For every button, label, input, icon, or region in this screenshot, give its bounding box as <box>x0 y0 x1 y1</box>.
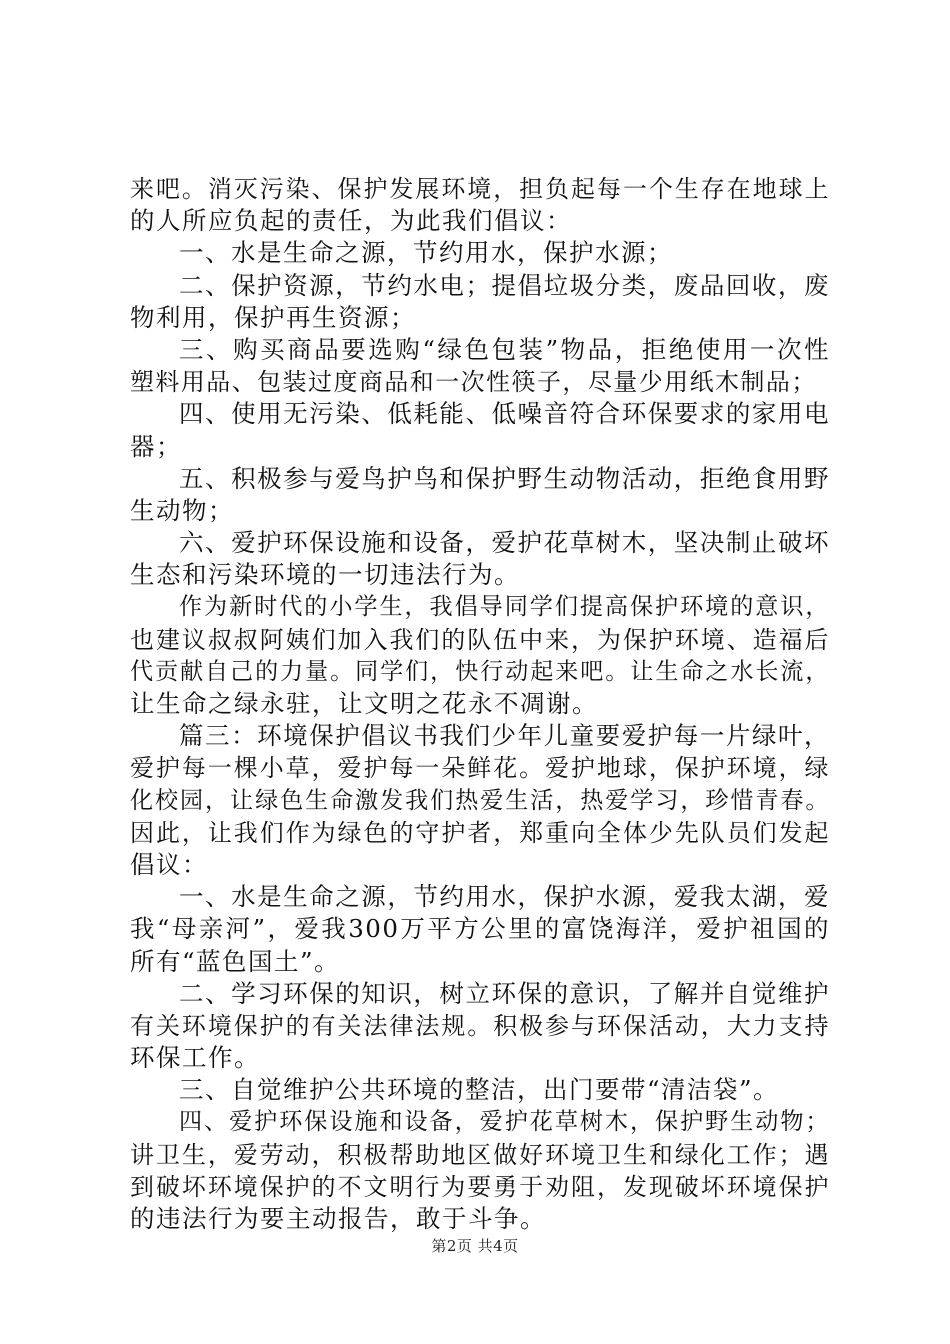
text-line: 四、使用无污染、低耗能、低噪音符合环保要求的家用电 <box>179 399 830 429</box>
text-line: 二、学习环保的知识，树立环保的意识，了解并自觉维护 <box>179 978 830 1008</box>
text-line: 环保工作。 <box>130 1043 260 1073</box>
text-line: 二、保护资源，节约水电；提倡垃圾分类，废品回收，废 <box>179 270 830 300</box>
text-line: 的违法行为要主动报告，敢于斗争。 <box>130 1204 546 1233</box>
text-line: 让生命之绿永驻，让文明之花永不凋谢。 <box>130 689 598 718</box>
text-line: 爱护每一棵小草，爱护每一朵鲜花。爱护地球，保护环境，绿 <box>130 754 830 783</box>
text-line: 也建议叔叔阿姨们加入我们的队伍中来，为保护环境、造福后 <box>130 625 830 654</box>
text-line: 代贡献自己的力量。同学们，快行动起来吧。让生命之水长流， <box>130 658 830 685</box>
text-line: 一、水是生命之源，节约用水，保护水源； <box>179 238 673 268</box>
text-line: 三、自觉维护公共环境的整洁，出门要带“清洁袋”。 <box>179 1075 780 1105</box>
text-line: 四、爱护环保设施和设备，爱护花草树木，保护野生动物； <box>179 1109 830 1136</box>
text-line: 六、爱护环保设施和设备，爱护花草树木，坚决制止破坏 <box>179 528 830 558</box>
text-line: 五、积极参与爱鸟护鸟和保护野生动物活动，拒绝食用野 <box>179 463 830 493</box>
text-line: 器； <box>130 431 182 461</box>
text-line: 到破坏环境保护的不文明行为要勇于劝阻，发现破坏环境保护 <box>130 1172 830 1201</box>
text-line: 塑料用品、包装过度商品和一次性筷子，尽量少用纸木制品； <box>130 368 817 397</box>
text-line: 物利用，保护再生资源； <box>130 302 416 332</box>
text-line: 一、水是生命之源，节约用水，保护水源，爱我太湖，爱 <box>179 882 830 912</box>
text-line: 倡议： <box>130 849 208 879</box>
text-line: 所有“蓝色国土”。 <box>130 946 341 976</box>
section-heading-line: 篇三：环境保护倡议书我们少年儿童要爱护每一片绿叶， <box>179 721 830 751</box>
text-line: 来吧。消灭污染、保护发展环境，担负起每一个生存在地球上 <box>130 175 830 203</box>
page-number-footer: 第2页 共4页 <box>431 1237 519 1255</box>
text-line: 三、购买商品要选购“绿色包装”物品，拒绝使用一次性 <box>179 334 830 364</box>
text-line: 作为新时代的小学生，我倡导同学们提高保护环境的意识， <box>179 594 830 621</box>
text-line: 的人所应负起的责任，为此我们倡议： <box>130 206 572 236</box>
text-line: 因此，让我们作为绿色的守护者，郑重向全体少先队员们发起 <box>130 818 830 847</box>
text-line: 有关环境保护的有关法律法规。积极参与环保活动，大力支持 <box>130 1011 830 1040</box>
text-line: 生态和污染环境的一切违法行为。 <box>130 560 520 590</box>
text-line: 化校园，让绿色生命激发我们热爱生活，热爱学习，珍惜青春。 <box>130 787 830 814</box>
text-line: 我“母亲河”，爱我300万平方公里的富饶海洋，爱护祖国的 <box>130 914 830 944</box>
text-line: 讲卫生，爱劳动，积极帮助地区做好环境卫生和绿化工作；遇 <box>130 1140 830 1169</box>
text-line: 生动物； <box>130 495 234 525</box>
document-body <box>130 173 830 1235</box>
